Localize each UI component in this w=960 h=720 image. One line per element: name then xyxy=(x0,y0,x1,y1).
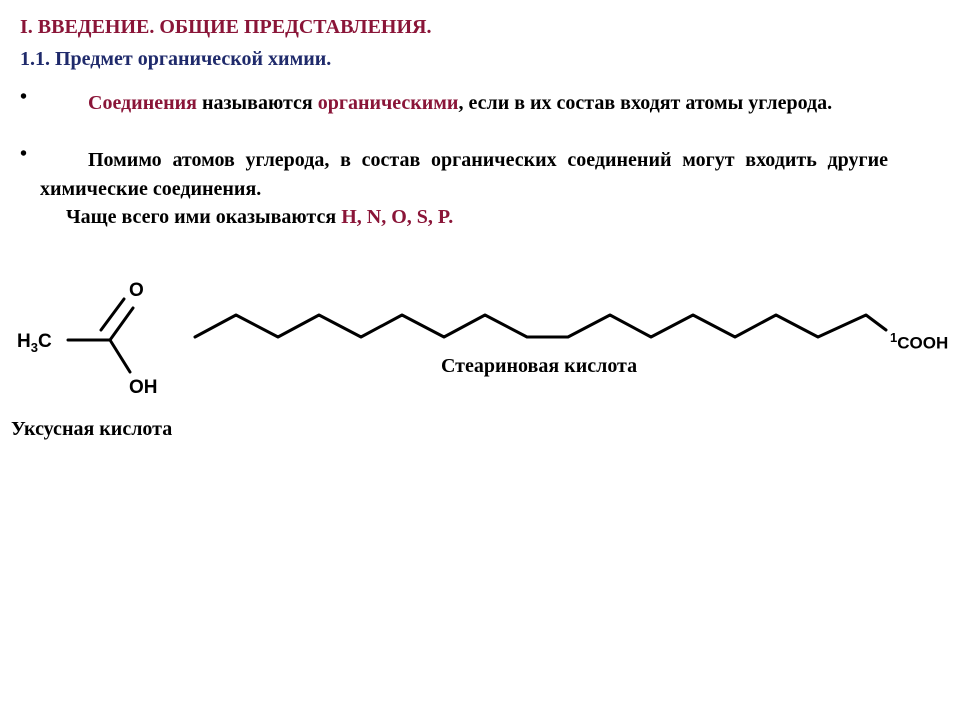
term-organic: органическими xyxy=(317,92,459,114)
carbon-number: 1 xyxy=(890,330,898,345)
text-fragment: , если в их состав входят атомы углерода. xyxy=(458,92,833,114)
stearic-carbon-chain xyxy=(195,315,886,337)
acetic-o-label: O xyxy=(129,280,144,301)
term-compounds: Соединения xyxy=(88,92,197,114)
h-symbol: H xyxy=(17,331,31,352)
bullet-marker: • xyxy=(20,143,28,165)
cooh-group: COOH xyxy=(897,333,949,353)
text-fragment: называются xyxy=(196,92,318,114)
acetic-oh-label: OH xyxy=(129,377,158,398)
stearic-cooh-label xyxy=(890,330,948,354)
acetic-c-oh-bond xyxy=(110,340,130,372)
c-symbol: C xyxy=(37,331,52,352)
note-text: Чаще всего ими оказываются xyxy=(66,206,342,228)
bullet-marker: • xyxy=(20,86,28,108)
acetic-h3c-label xyxy=(17,331,52,355)
acetic-acid-caption: Уксусная кислота xyxy=(11,418,173,440)
subsection-title: 1.1. Предмет органической химии. xyxy=(20,48,332,70)
section-title: I. ВВЕДЕНИЕ. ОБЩИЕ ПРЕДСТАВЛЕНИЯ. xyxy=(20,16,432,38)
bullet-paragraph-2: Помимо атомов углерода, в состав органических соединений могут входить другие химические соединения. xyxy=(40,149,888,200)
element-list: H, N, O, S, P. xyxy=(341,206,454,228)
subscript-3: 3 xyxy=(30,339,38,355)
stearic-acid-caption: Стеариновая кислота xyxy=(441,355,638,377)
